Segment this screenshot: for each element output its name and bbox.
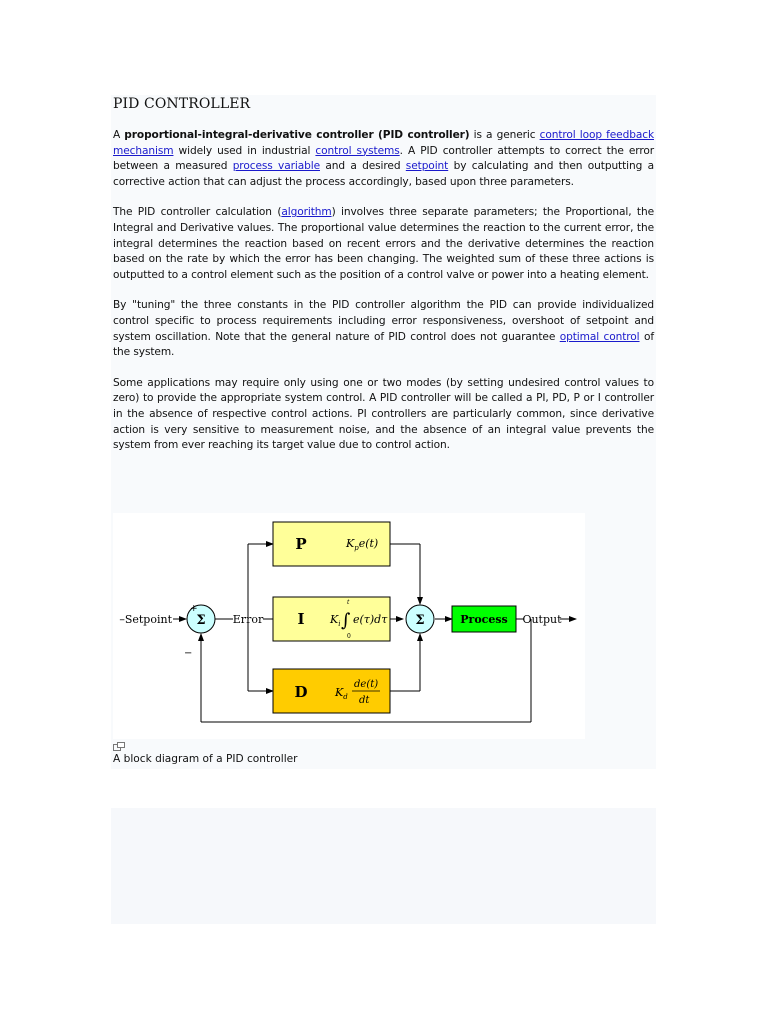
text: of the system. xyxy=(113,330,654,359)
paragraph-tuning xyxy=(113,298,654,360)
link-algorithm[interactable]: algorithm xyxy=(281,206,332,219)
text: The PID controller calculation ( xyxy=(113,206,282,219)
link-control-loop-feedback[interactable]: control loop feedback mechanism xyxy=(113,129,654,157)
text: ) involves three separate parameters; the Proportional, the Integral and Derivative values. The proportional value determines the reaction to the current error, the integral determines the reaction based on recent errors and the derivative determines the reaction based on the rate by which the error has been changing. The weighted sum of these three actions is outputted to a control element such as the position of a control valve or power into a heating element. xyxy=(113,206,654,281)
bold-term: proportional-integral-derivative controller (PID controller) xyxy=(124,129,470,141)
output-label: Output xyxy=(522,613,562,626)
diagram-caption: A block diagram of a PID controller xyxy=(113,753,298,765)
link-optimal-control[interactable]: optimal control xyxy=(559,330,640,343)
link-setpoint[interactable]: setpoint xyxy=(405,160,449,173)
p-formula xyxy=(345,537,378,552)
text: . A PID controller attempts to correct the error between a measured xyxy=(113,144,654,173)
process-label: Process xyxy=(460,613,508,626)
paragraph-intro xyxy=(113,128,654,190)
paragraph-applications: Some applications may require only using one or two modes (by setting undesired control values to zero) to provide the appropriate system control. A PID controller will be called a PI, PD, P or I controller in the absence of respective control actions. PI controllers are particularly common, since derivative action is very sensitive to measurement noise, and the absence of an integral value prevents the system from ever reaching its target value due to control action. xyxy=(113,376,654,452)
svg-text:Kpe(t): $K_pe(t)$ xyxy=(346,537,379,552)
svg-text:e(τ)dτ: e(τ)dτ xyxy=(353,613,388,626)
link-control-systems[interactable]: control systems xyxy=(315,144,400,157)
paragraph-algorithm xyxy=(113,205,654,283)
text: and a desired xyxy=(320,160,406,173)
page-title: PID CONTROLLER xyxy=(113,96,251,112)
link-process-variable[interactable]: process variable xyxy=(232,160,320,173)
svg-text:0: 0 xyxy=(347,633,351,640)
text: is a generic xyxy=(469,129,540,141)
svg-text:Ki: $K_i$ xyxy=(330,613,341,628)
pid-block-diagram xyxy=(113,513,585,739)
plus-sign: + xyxy=(190,604,198,614)
text: A xyxy=(113,129,125,141)
svg-text:Kd: $K_d$ xyxy=(335,686,348,701)
i-label: I xyxy=(297,610,305,628)
next-block-background xyxy=(111,808,656,924)
svg-text:∫: ∫ xyxy=(341,610,351,631)
enlarge-icon[interactable] xyxy=(113,742,125,751)
svg-text:dt: dt xyxy=(359,695,370,706)
d-label: D xyxy=(294,683,308,701)
text: widely used in industrial xyxy=(173,144,316,157)
svg-text:de(t): de(t) xyxy=(354,679,379,690)
article xyxy=(113,95,654,454)
text: by calculating and then outputting a corrective action that can adjust the process accordingly, based upon three parameters. xyxy=(113,160,654,188)
sigma-1-label: Σ xyxy=(196,613,206,628)
text: By "tuning" the three constants in the PID controller algorithm the PID can provide individualized control specific to process requirements including error responsiveness, overshoot of setpoint and system oscillation. Note that the general nature of PID control does not guarantee xyxy=(113,299,654,343)
svg-text:t: t xyxy=(347,599,350,606)
p-label: P xyxy=(295,535,307,553)
error-label: Error xyxy=(232,613,264,626)
minus-sign: − xyxy=(184,648,193,659)
sigma-2-label: Σ xyxy=(415,613,425,628)
setpoint-label: –Setpoint xyxy=(119,613,172,626)
pid-diagram-svg xyxy=(113,513,585,739)
